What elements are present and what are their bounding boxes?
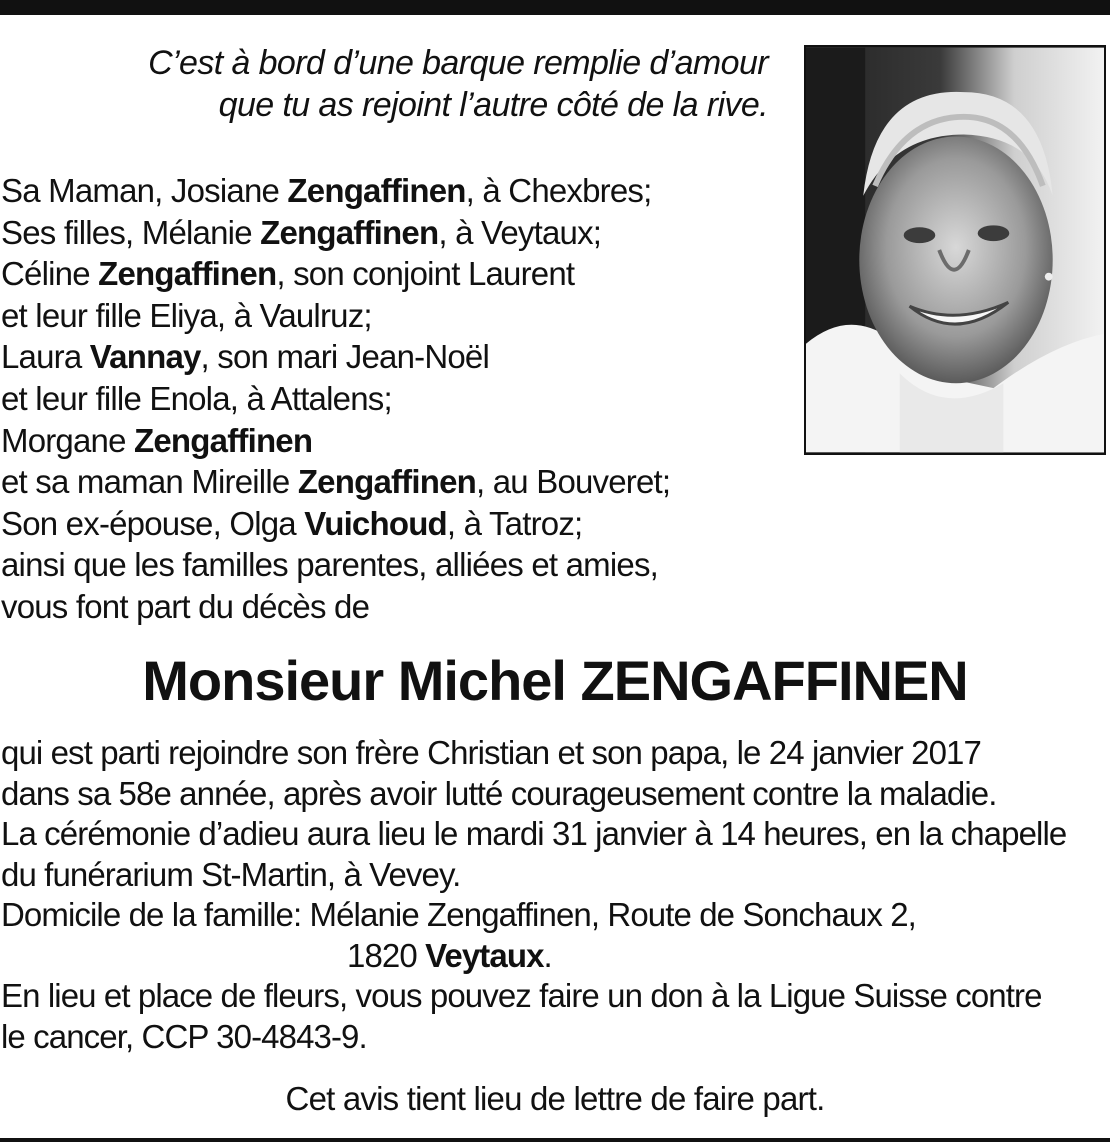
details-line: dans sa 58e année, après avoir lutté courageusement contre la maladie. [1, 774, 997, 812]
family-line: Céline Zengaffinen, son conjoint Laurent [1, 255, 575, 293]
details-line: qui est parti rejoindre son frère Christian et son papa, le 24 janvier 2017 [1, 734, 981, 771]
deceased-name-heading: Monsieur Michel ZENGAFFINEN [142, 649, 968, 712]
closing-note: Cet avis tient lieu de lettre de faire part. [285, 1080, 825, 1117]
details-line: du funérarium St-Martin, à Vevey. [1, 855, 461, 893]
quote-line-2: que tu as rejoint l’autre côté de la rive. [218, 86, 768, 124]
family-line: et sa maman Mireille Zengaffinen, au Bouveret; [1, 463, 671, 501]
bottom-rule [0, 1138, 1110, 1142]
family-line: Morgane Zengaffinen [1, 421, 313, 459]
family-line: et leur fille Enola, à Attalens; [1, 379, 392, 417]
family-line: Son ex-épouse, Olga Vuichoud, à Tatroz; [1, 504, 583, 542]
family-line: Laura Vannay, son mari Jean-Noël [1, 338, 490, 376]
family-line: Sa Maman, Josiane Zengaffinen, à Chexbres; [1, 172, 652, 209]
details-line: En lieu et place de fleurs, vous pouvez faire un don à la Ligue Suisse contre [1, 977, 1042, 1014]
epigraph-quote [68, 42, 768, 126]
family-line: vous font part du décès de [1, 587, 370, 625]
details-line: Domicile de la famille: Mélanie Zengaffinen, Route de Sonchaux 2, [1, 896, 916, 933]
ceremony-details [1, 733, 1109, 1057]
details-line: le cancer, CCP 30-4843-9. [1, 1017, 367, 1055]
details-address-line: 1820 Veytaux. [347, 936, 552, 974]
details-line: La cérémonie d’adieu aura lieu le mardi 31 janvier à 14 heures, en la chapelle [1, 815, 1067, 852]
family-line: ainsi que les familles parentes, alliées et amies, [1, 546, 659, 584]
family-announcement [1, 170, 791, 628]
quote-line-1: C’est à bord d’une barque remplie d’amour [148, 44, 768, 82]
family-line: et leur fille Eliya, à Vaulruz; [1, 296, 372, 334]
portrait-photo [804, 45, 1106, 455]
family-line: Ses filles, Mélanie Zengaffinen, à Veytaux; [1, 213, 602, 251]
top-rule [0, 0, 1110, 15]
